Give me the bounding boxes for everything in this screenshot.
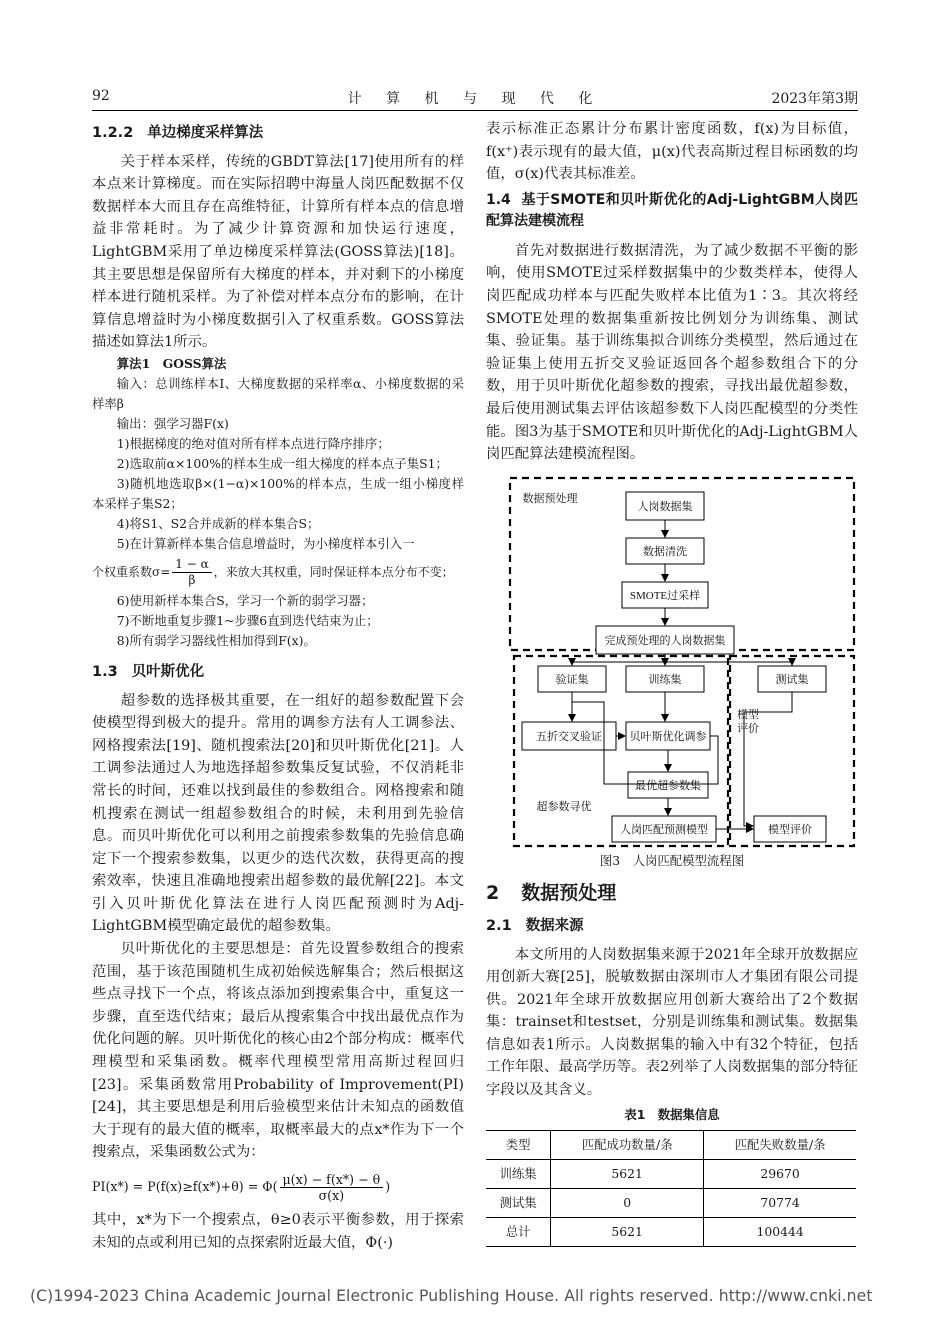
paragraph-pi-continued: 表示标准正态累计分布累计密度函数，f(x)为目标值，f(x⁺)表示现有的最大值，μ(x)代表高斯过程目标函数的均值，σ(x)代表其标准差。: [486, 121, 858, 183]
copyright-footer: (C)1994-2023 China Academic Journal Electronic Publishing House. All rights reserved. http://www.cnki.net: [30, 1287, 873, 1305]
flowchart-svg: [486, 472, 858, 848]
algorithm-step: 7)不断地重复步骤1~步骤6直到迭代结束为止；: [116, 612, 379, 628]
table-cell: 70774: [704, 1189, 856, 1218]
label-smote: SMOTE过采样: [629, 589, 701, 602]
algorithm-step: 8)所有弱学习器线性相加得到F(x)。: [116, 632, 316, 648]
sigma-formula-line: 个权重系数σ= $\frac{1 - \alpha}{\beta}$ ，来放大其权重，同时保证样本点分布不变；: [92, 556, 454, 587]
sigma-fraction: $\frac{1 - \alpha}{\beta}$: [172, 557, 211, 588]
table-cell: 100444: [704, 1218, 856, 1247]
figure-caption: 图3 人岗匹配模型流程图: [599, 852, 745, 868]
label-test: 测试集: [775, 673, 809, 686]
table-header-cell: 匹配成功数量/条: [551, 1131, 704, 1160]
label-eval-1: 模型: [737, 708, 759, 721]
label-dataset: 人岗数据集: [637, 500, 693, 513]
table-cell: 测试集: [499, 1194, 537, 1210]
label-val: 验证集: [555, 673, 589, 686]
figure-3-flowchart: [486, 472, 858, 848]
paragraph-pipeline: 首先对数据进行数据清洗，为了减少数据不平衡的影响，使用SMOTE过采样数据集中的少数类样本，使得人岗匹配成功样本与匹配失败样本比值为1∶3。其次将经SMOTE处理的数据集重新按比例划分为训练集、测试集、验证集。基于训练集拟合训练分类模型，然后通过在验证集上使用五折交叉验证返回各个超参数组合下的分数，用于贝叶斯优化超参数的搜索，寻找出最优超参数，最后使用测试集去评估该超参数下人岗匹配模型的分类性能。图3为基于SMOTE和贝叶斯优化的Adj-LightGBM人岗匹配算法建模流程图。: [486, 242, 858, 463]
section-heading-2: 2 数据预处理: [486, 882, 617, 905]
section-heading-2-1: 2.1 数据来源: [486, 917, 584, 934]
table-row: [486, 1218, 856, 1247]
table-row: [486, 1189, 856, 1218]
table-cell: 总计: [505, 1223, 531, 1239]
algorithm-step: 5)在计算新样本集合信息增益时，为小梯度样本引入一: [116, 535, 415, 551]
table-header-cell: 匹配失败数量/条: [704, 1131, 856, 1160]
table-cell: 29670: [704, 1160, 856, 1189]
label-clean: 数据清洗: [643, 545, 687, 558]
table-cell: 5621: [551, 1160, 704, 1189]
pi-formula: PI(x*) = P(f(x)≥f(x*)+θ) = Φ( $\frac{\mu(x) - f(x*) - \theta}{\sigma(x)}$ ): [92, 1172, 391, 1203]
label-predict: 人岗匹配预测模型: [620, 823, 708, 836]
algorithm-step: 1)根据梯度的绝对值对所有样本点进行降序排序；: [116, 435, 390, 451]
table-cell: 训练集: [499, 1165, 537, 1181]
paragraph-hyperparams: 超参数的选择极其重要，在一组好的超参数配置下会使模型得到极大的提升。常用的调参方法有人工调参法、网格搜索法[19]、随机搜索法[20]和贝叶斯优化[21]。人工调参法通过人为地选择超参数集反复试验，不仅消耗非常长的时间，还难以找到最佳的参数组合。网格搜索和随机搜索在测试一组超参数组合的时候，未利用到先验信息。而贝叶斯优化可以利用之前搜索参数集的先验信息确定下一个搜索参数集，以更少的迭代次数，获得更高的搜索效率，快速且准确地搜索出超参数的最优解[22]。本文引入贝叶斯优化算法在进行人岗匹配预测时为Adj-LightGBM模型确定最优的超参数集。: [92, 692, 464, 935]
algorithm-step: 4)将S1、S2合并成新的样本集合S；: [116, 515, 320, 531]
table-cell: 5621: [551, 1218, 704, 1247]
algorithm-step: 6)使用新样本集合S，学习一个新的弱学习器；: [116, 592, 374, 608]
paragraph-bayes: 贝叶斯优化的主要思想是：首先设置参数组合的搜索范围，基于该范围随机生成初始候选解集合；然后根据这些点寻找下一个点，将该点添加到搜索集合中，重复这一步骤，直至迭代结束；最后从搜索集合中找出最优点作为优化问题的解。贝叶斯优化的核心由2个部分构成：概率代理模型和采集函数。概率代理模型常用高斯过程回归[23]。采集函数常用Probability of Improvement(PI)[24]，其主要思想是利用后验模型来估计未知点的函数值大于现有的最大值的概率，取概率最大的点x*作为下一个搜索点，采集函数公式为：: [92, 941, 464, 1161]
table-caption: 表1 数据集信息: [624, 1106, 720, 1122]
page-number: 92: [92, 88, 110, 104]
dataset-table: [486, 1130, 856, 1247]
section-heading-1-3: 1.3 贝叶斯优化: [92, 663, 205, 680]
label-search: 超参数寻优: [536, 800, 592, 813]
table-row: [486, 1160, 856, 1189]
algorithm-1: [92, 354, 464, 651]
label-done: 完成预处理的人岗数据集: [604, 634, 726, 647]
issue-label: 2023年第3期: [771, 91, 858, 107]
label-preprocess: 数据预处理: [522, 492, 578, 505]
paragraph-data-source: 本文所用的人岗数据集来源于2021年全球开放数据应用创新大赛[25]，脱敏数据由深圳市人才集团有限公司提供。2021年全球开放数据应用创新大赛给出了2个数据集：trainset和testset，分别是训练集和测试集。数据集信息如表1所示。人岗数据集的输入中有32个特征，包括工作年限、最高学历等。表2列举了人岗数据集的部分特征字段以及其含义。: [486, 946, 858, 1099]
paragraph-pi-explain: 其中，x*为下一个搜索点，θ≥0表示平衡参数，用于探索未知的点或利用已知的点探索附近最大值，Φ(·): [92, 1212, 464, 1251]
table-header-row: [486, 1131, 856, 1160]
algorithm-output: 输出：强学习器F(x): [116, 415, 229, 431]
label-evalbox: 模型评价: [768, 823, 812, 836]
left-column: [92, 118, 464, 1254]
paragraph-goss-intro: 关于样本采样，传统的GBDT算法[17]使用所有的样本点来计算梯度。而在实际招聘中海量人岗匹配数据不仅数据样本大而且存在高维特征，计算所有样本点的信息增益非常耗时。为了减少计算资源和加快运行速度，LightGBM采用了单边梯度采样算法(GOSS算法)[18]。其主要思想是保留所有大梯度的样本，并对剩下的小梯度样本进行随机采样。为了补偿对样本点分布的影响，在计算信息增益时为小梯度数据引入了权重系数。GOSS算法描述如算法1所示。: [92, 153, 464, 351]
label-best: 最优超参数集: [635, 779, 701, 792]
label-bayes: 贝叶斯优化调参: [629, 730, 707, 743]
journal-name: 计 算 机 与 现 代 化: [347, 91, 603, 107]
table-cell: 0: [551, 1189, 704, 1218]
label-kfold: 五折交叉验证: [536, 730, 602, 743]
section-heading-1-2-2: 1.2.2 单边梯度采样算法: [92, 125, 264, 141]
algorithm-input: 输入：总训练样本I、大梯度数据的采样率α、小梯度数据的采样率β: [92, 375, 464, 411]
page-header: [92, 88, 858, 110]
header-rule: [92, 110, 858, 111]
label-eval-2: 评价: [737, 722, 759, 735]
section-heading-1-4: 1.4 基于SMOTE和贝叶斯优化的Adj-LightGBM人岗匹配算法建模流程: [486, 191, 858, 229]
algorithm-step: 2)选取前α×100%的样本生成一组大梯度的样本点子集S1；: [116, 455, 448, 471]
algorithm-title: 算法1 GOSS算法: [116, 355, 227, 371]
right-column: [486, 118, 858, 1247]
label-train: 训练集: [648, 673, 682, 686]
table-header-cell: 类型: [505, 1136, 531, 1152]
algorithm-step: 3)随机地选取β×(1−α)×100%的样本点，生成一组小梯度样本采样子集S2；: [92, 475, 464, 511]
